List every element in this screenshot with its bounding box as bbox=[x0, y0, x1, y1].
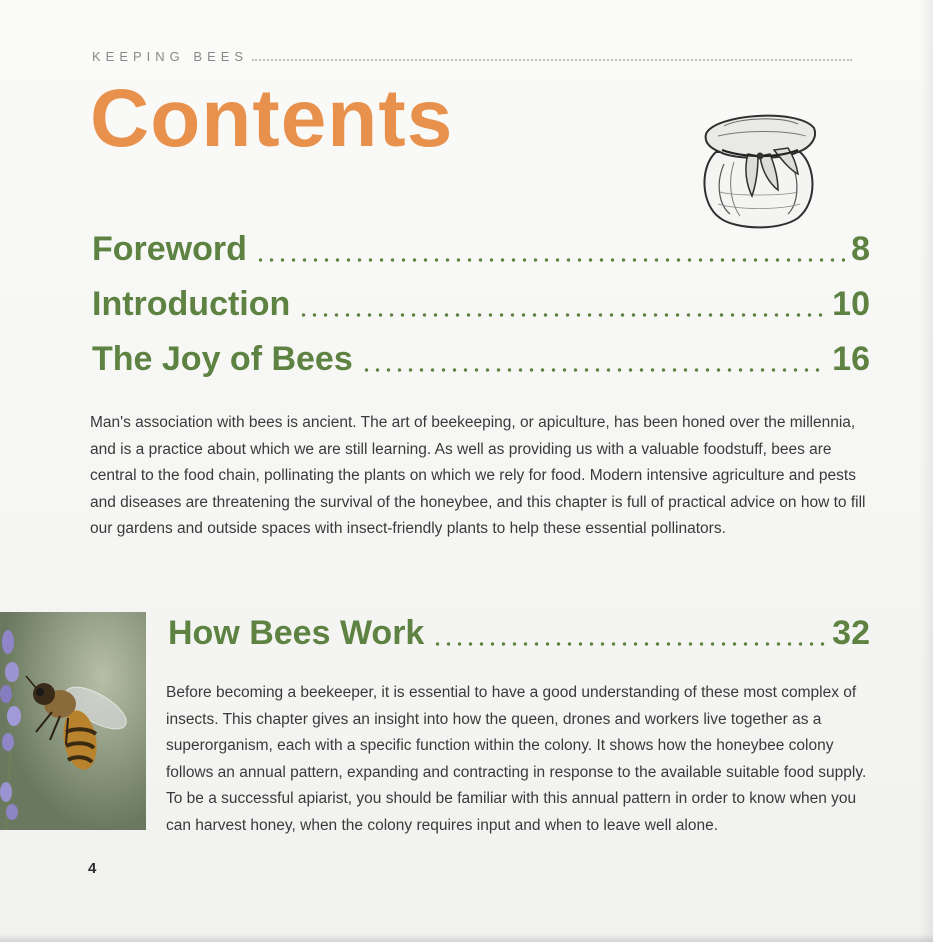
toc-label: How Bees Work bbox=[168, 614, 425, 652]
honey-jar-icon bbox=[694, 104, 824, 234]
running-head-leader bbox=[252, 59, 852, 61]
page-edge-shadow bbox=[919, 0, 933, 942]
toc-page-number: 32 bbox=[832, 614, 870, 652]
toc-label: Foreword bbox=[92, 230, 247, 268]
toc-leader bbox=[361, 368, 826, 372]
running-head-text: KEEPING BEES bbox=[92, 49, 249, 64]
bee-photo bbox=[0, 612, 146, 830]
toc-row-foreword bbox=[92, 232, 870, 266]
joy-of-bees-description: Man's association with bees is ancient. The art of beekeeping, or apiculture, has been honed over the millennia, and is a practice about which we are still learning. As well as providing us with a valuable foodstuff, bees are central to the food chain, pollinating the plants on which we rely for food. Modern intensive agriculture and pests and diseases are threatening the survival of the honeybee, and this chapter is full of practical advice on how to fill our gardens and outside spaces with insect-friendly plants to help these essential pollinators. bbox=[90, 414, 866, 537]
toc-leader bbox=[432, 642, 826, 646]
toc-page-number: 8 bbox=[851, 230, 870, 268]
toc-row-joy-of-bees bbox=[92, 342, 870, 376]
page-title: Contents bbox=[90, 73, 454, 164]
page-bottom-shadow bbox=[0, 934, 933, 942]
toc-row-how-bees-work bbox=[168, 616, 870, 650]
how-bees-work-description: Before becoming a beekeeper, it is essential to have a good understanding of these most complex of insects. This chapter gives an insight into how the queen, drones and workers live together as a superorganism, each with a specific function within the colony. It shows how the honeybee colony follows an annual pattern, expanding and contracting in response to the available suitable food supply. To be a successful apiarist, you should be familiar with this annual pattern in order to know when you can harvest honey, when the colony requires input and when to leave well alone. bbox=[166, 684, 867, 834]
bee-on-lavender-icon bbox=[0, 612, 146, 830]
running-head bbox=[92, 44, 852, 64]
page-number: 4 bbox=[88, 860, 97, 877]
toc-page-number: 10 bbox=[832, 285, 870, 323]
toc-leader bbox=[255, 258, 845, 262]
toc-row-introduction bbox=[92, 287, 870, 321]
toc-leader bbox=[298, 313, 826, 317]
toc-label: The Joy of Bees bbox=[92, 340, 353, 378]
toc-page-number: 16 bbox=[832, 340, 870, 378]
toc-label: Introduction bbox=[92, 285, 291, 323]
